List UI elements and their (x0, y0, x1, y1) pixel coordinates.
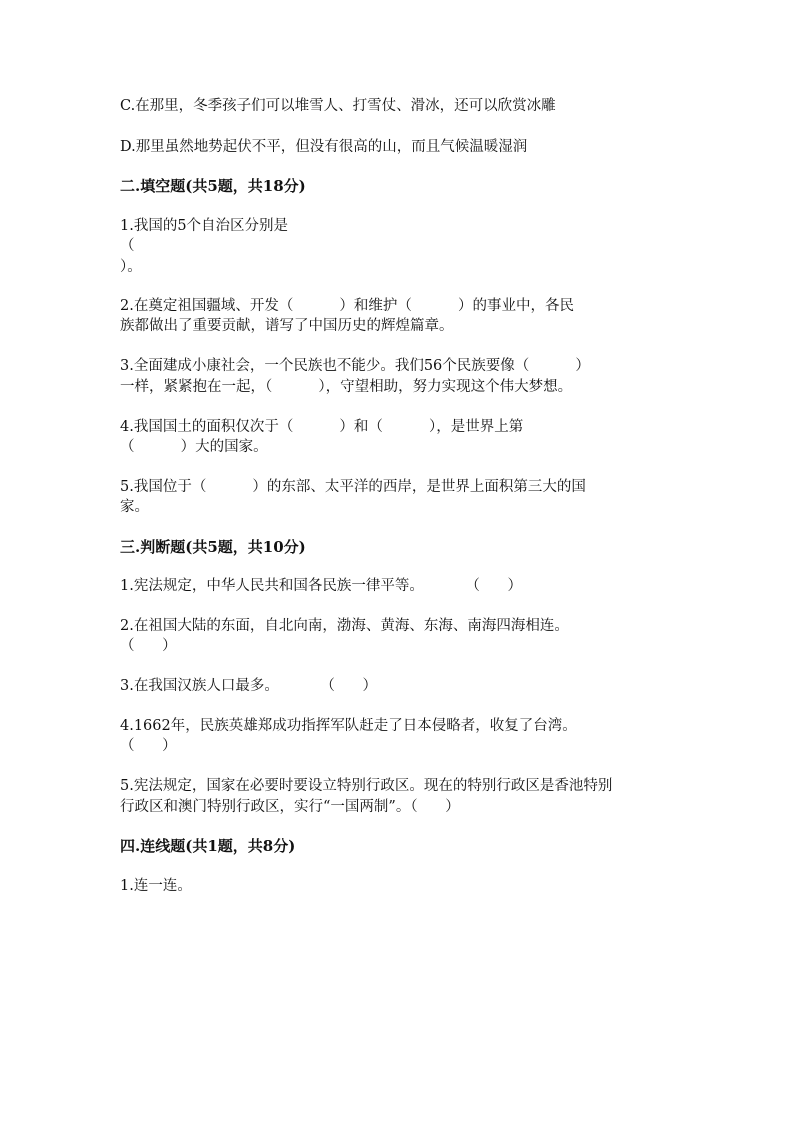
fill-q3-line1: 3.全面建成小康社会，一个民族也不能少。我们56个民族要像（ ） (120, 358, 590, 374)
fill-q5-line2: 家。 (120, 499, 149, 515)
judge-q5-line1: 5.宪法规定，国家在必要时要设立特别行政区。现在的特别行政区是香池特别 (120, 778, 613, 794)
fill-q3-line2: 一样，紧紧抱在一起，（ ），守望相助，努力实现这个伟大梦想。 (120, 379, 573, 395)
fill-q1-line3: ）。 (120, 259, 142, 275)
option-c: C.在那里，冬季孩子们可以堆雪人、打雪仗、滑冰，还可以欣赏冰雕 (120, 98, 556, 114)
section-heading-fill: 二.填空题(共5题，共18分) (120, 177, 306, 195)
option-d: D.那里虽然地势起伏不平，但没有很高的山，而且气候温暖湿润 (120, 139, 528, 155)
judge-q2-line2: （ ） (120, 638, 177, 654)
judge-q4-line2: （ ） (120, 738, 177, 754)
judge-q1-line1: 1.宪法规定，中华人民共和国各民族一律平等。 （ ） (120, 578, 522, 594)
judge-q2-line1: 2.在祖国大陆的东面，自北向南，渤海、黄海、东海、南海四海相连。 (120, 618, 569, 634)
section-heading-match: 四.连线题(共1题，共8分) (120, 837, 296, 855)
judge-q4-line1: 4.1662年，民族英雄郑成功指挥军队赶走了日本侵略者，收复了台湾。 (120, 718, 577, 734)
section-heading-judge: 三.判断题(共5题，共10分) (120, 538, 306, 556)
judge-q3-line1: 3.在我国汉族人口最多。 （ ） (120, 678, 377, 694)
fill-q2-line2: 族都做出了重要贡献，谱写了中国历史的辉煌篇章。 (120, 318, 454, 334)
judge-q5-line2: 行政区和澳门特别行政区，实行“一国两制”。（ ） (120, 799, 460, 815)
fill-q4-line2: （ ）大的国家。 (120, 439, 268, 455)
fill-q5-line1: 5.我国位于（ ）的东部、太平洋的西岸，是世界上面积第三大的国 (120, 479, 586, 495)
match-q1-line1: 1.连一连。 (120, 878, 192, 894)
fill-q1-line2: （ (120, 238, 135, 254)
fill-q4-line1: 4.我国国土的面积仅次于（ ）和（ ），是世界上第 (120, 419, 524, 435)
fill-q1-line1: 1.我国的5个自治区分别是 (120, 218, 289, 234)
fill-q2-line1: 2.在奠定祖国疆域、开发（ ）和维护（ ）的事业中，各民 (120, 298, 575, 314)
